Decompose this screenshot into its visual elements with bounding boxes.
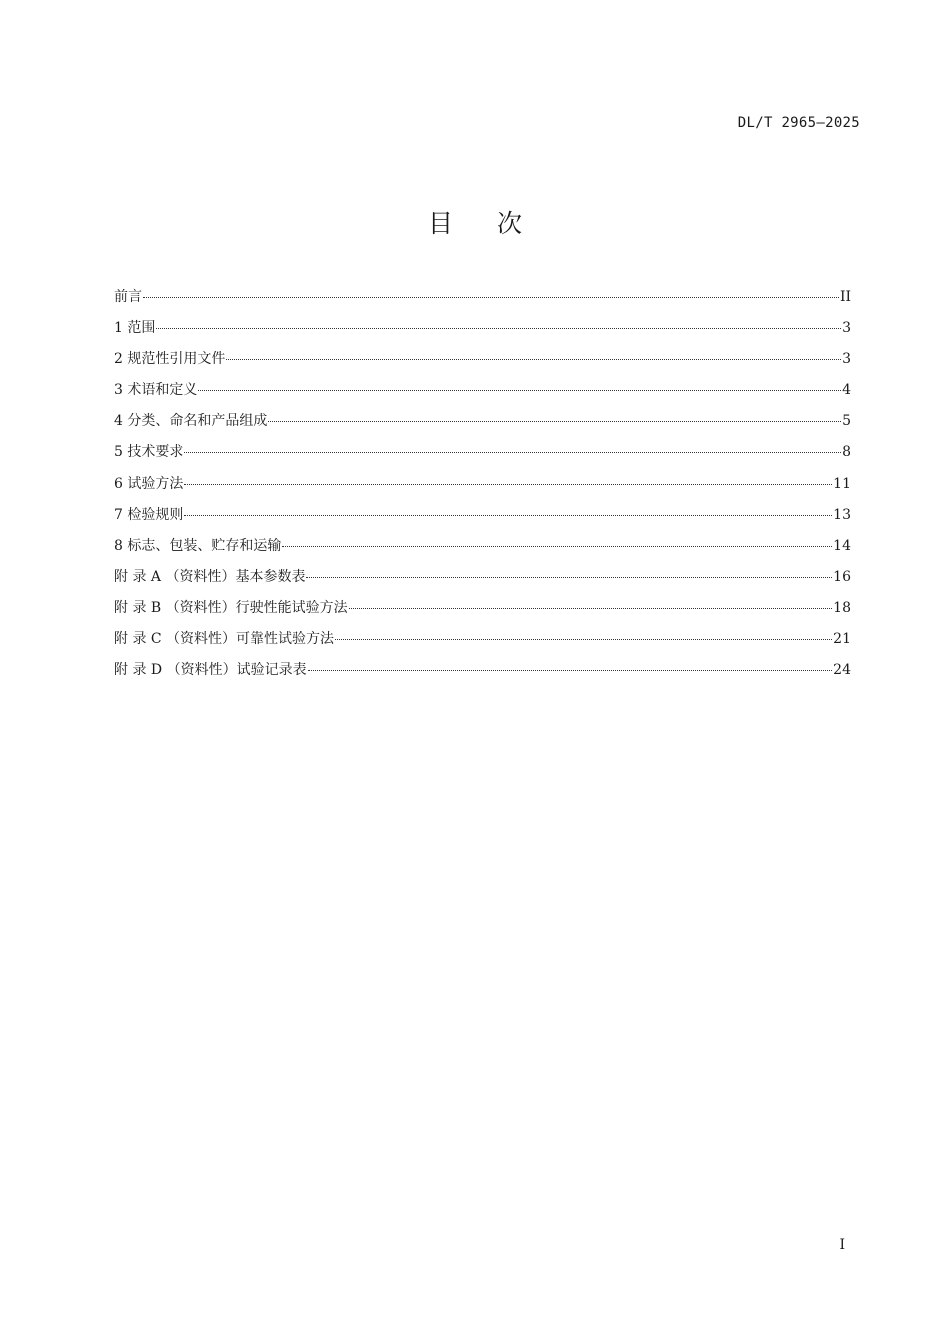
toc-entry-page: 21 (833, 631, 851, 648)
toc-entry-page: 5 (842, 413, 851, 430)
page-number: I (839, 1237, 845, 1253)
toc-entry-label: 6 试验方法 (114, 475, 184, 492)
toc-entry-page: 3 (842, 320, 851, 337)
toc-entry-label: 7 检验规则 (114, 506, 184, 523)
toc-entry-foreword[interactable] (114, 286, 851, 317)
toc-entry-inspection-rules[interactable] (114, 504, 851, 535)
dot-leader (184, 484, 832, 485)
toc-entry-test-methods[interactable] (114, 473, 851, 504)
toc-entry-label: 附 录 B （资料性）行驶性能试验方法 (114, 599, 348, 616)
toc-entry-label: 5 技术要求 (114, 444, 184, 461)
toc-entry-page: 16 (833, 568, 851, 585)
dot-leader (143, 297, 839, 298)
toc-entry-page: 14 (833, 537, 851, 554)
toc-entry-appendix-a[interactable] (114, 566, 851, 597)
toc-entry-page: 13 (833, 506, 851, 523)
toc-entry-label: 前言 (114, 289, 142, 305)
table-of-contents (114, 286, 851, 690)
toc-entry-technical-requirements[interactable] (114, 441, 851, 472)
dot-leader (282, 546, 832, 547)
toc-entry-appendix-b[interactable] (114, 597, 851, 628)
toc-entry-label: 附 录 D （资料性）试验记录表 (114, 662, 307, 679)
toc-entry-classification[interactable] (114, 410, 851, 441)
toc-entry-page: 18 (833, 599, 851, 616)
dot-leader (226, 359, 841, 360)
toc-entry-terms[interactable] (114, 379, 851, 410)
toc-entry-label: 1 范围 (114, 320, 156, 337)
dot-leader (184, 515, 832, 516)
toc-entry-page: II (839, 289, 851, 305)
dot-leader (335, 639, 832, 640)
toc-entry-label: 附 录 A （资料性）基本参数表 (114, 568, 306, 585)
toc-entry-page: 11 (833, 475, 851, 492)
toc-entry-appendix-c[interactable] (114, 628, 851, 659)
dot-leader (308, 670, 833, 671)
toc-entry-label: 4 分类、命名和产品组成 (114, 413, 268, 430)
toc-entry-label: 2 规范性引用文件 (114, 351, 226, 368)
page-title: 目次 (427, 209, 566, 238)
toc-entry-page: 4 (842, 382, 851, 399)
toc-entry-label: 8 标志、包装、贮存和运输 (114, 537, 282, 554)
dot-leader (349, 608, 833, 609)
toc-entry-label: 3 术语和定义 (114, 382, 198, 399)
toc-entry-page: 24 (833, 662, 851, 679)
toc-entry-normative-references[interactable] (114, 348, 851, 379)
toc-entry-scope[interactable] (114, 317, 851, 348)
dot-leader (268, 421, 841, 422)
toc-entry-label: 附 录 C （资料性）可靠性试验方法 (114, 631, 335, 648)
dot-leader (306, 577, 832, 578)
dot-leader (184, 452, 841, 453)
toc-entry-marking-packaging[interactable] (114, 535, 851, 566)
document-code: DL/T 2965—2025 (737, 115, 860, 131)
dot-leader (156, 328, 841, 329)
toc-entry-page: 3 (842, 351, 851, 368)
dot-leader (198, 390, 841, 391)
toc-entry-page: 8 (842, 444, 851, 461)
toc-entry-appendix-d[interactable] (114, 659, 851, 690)
